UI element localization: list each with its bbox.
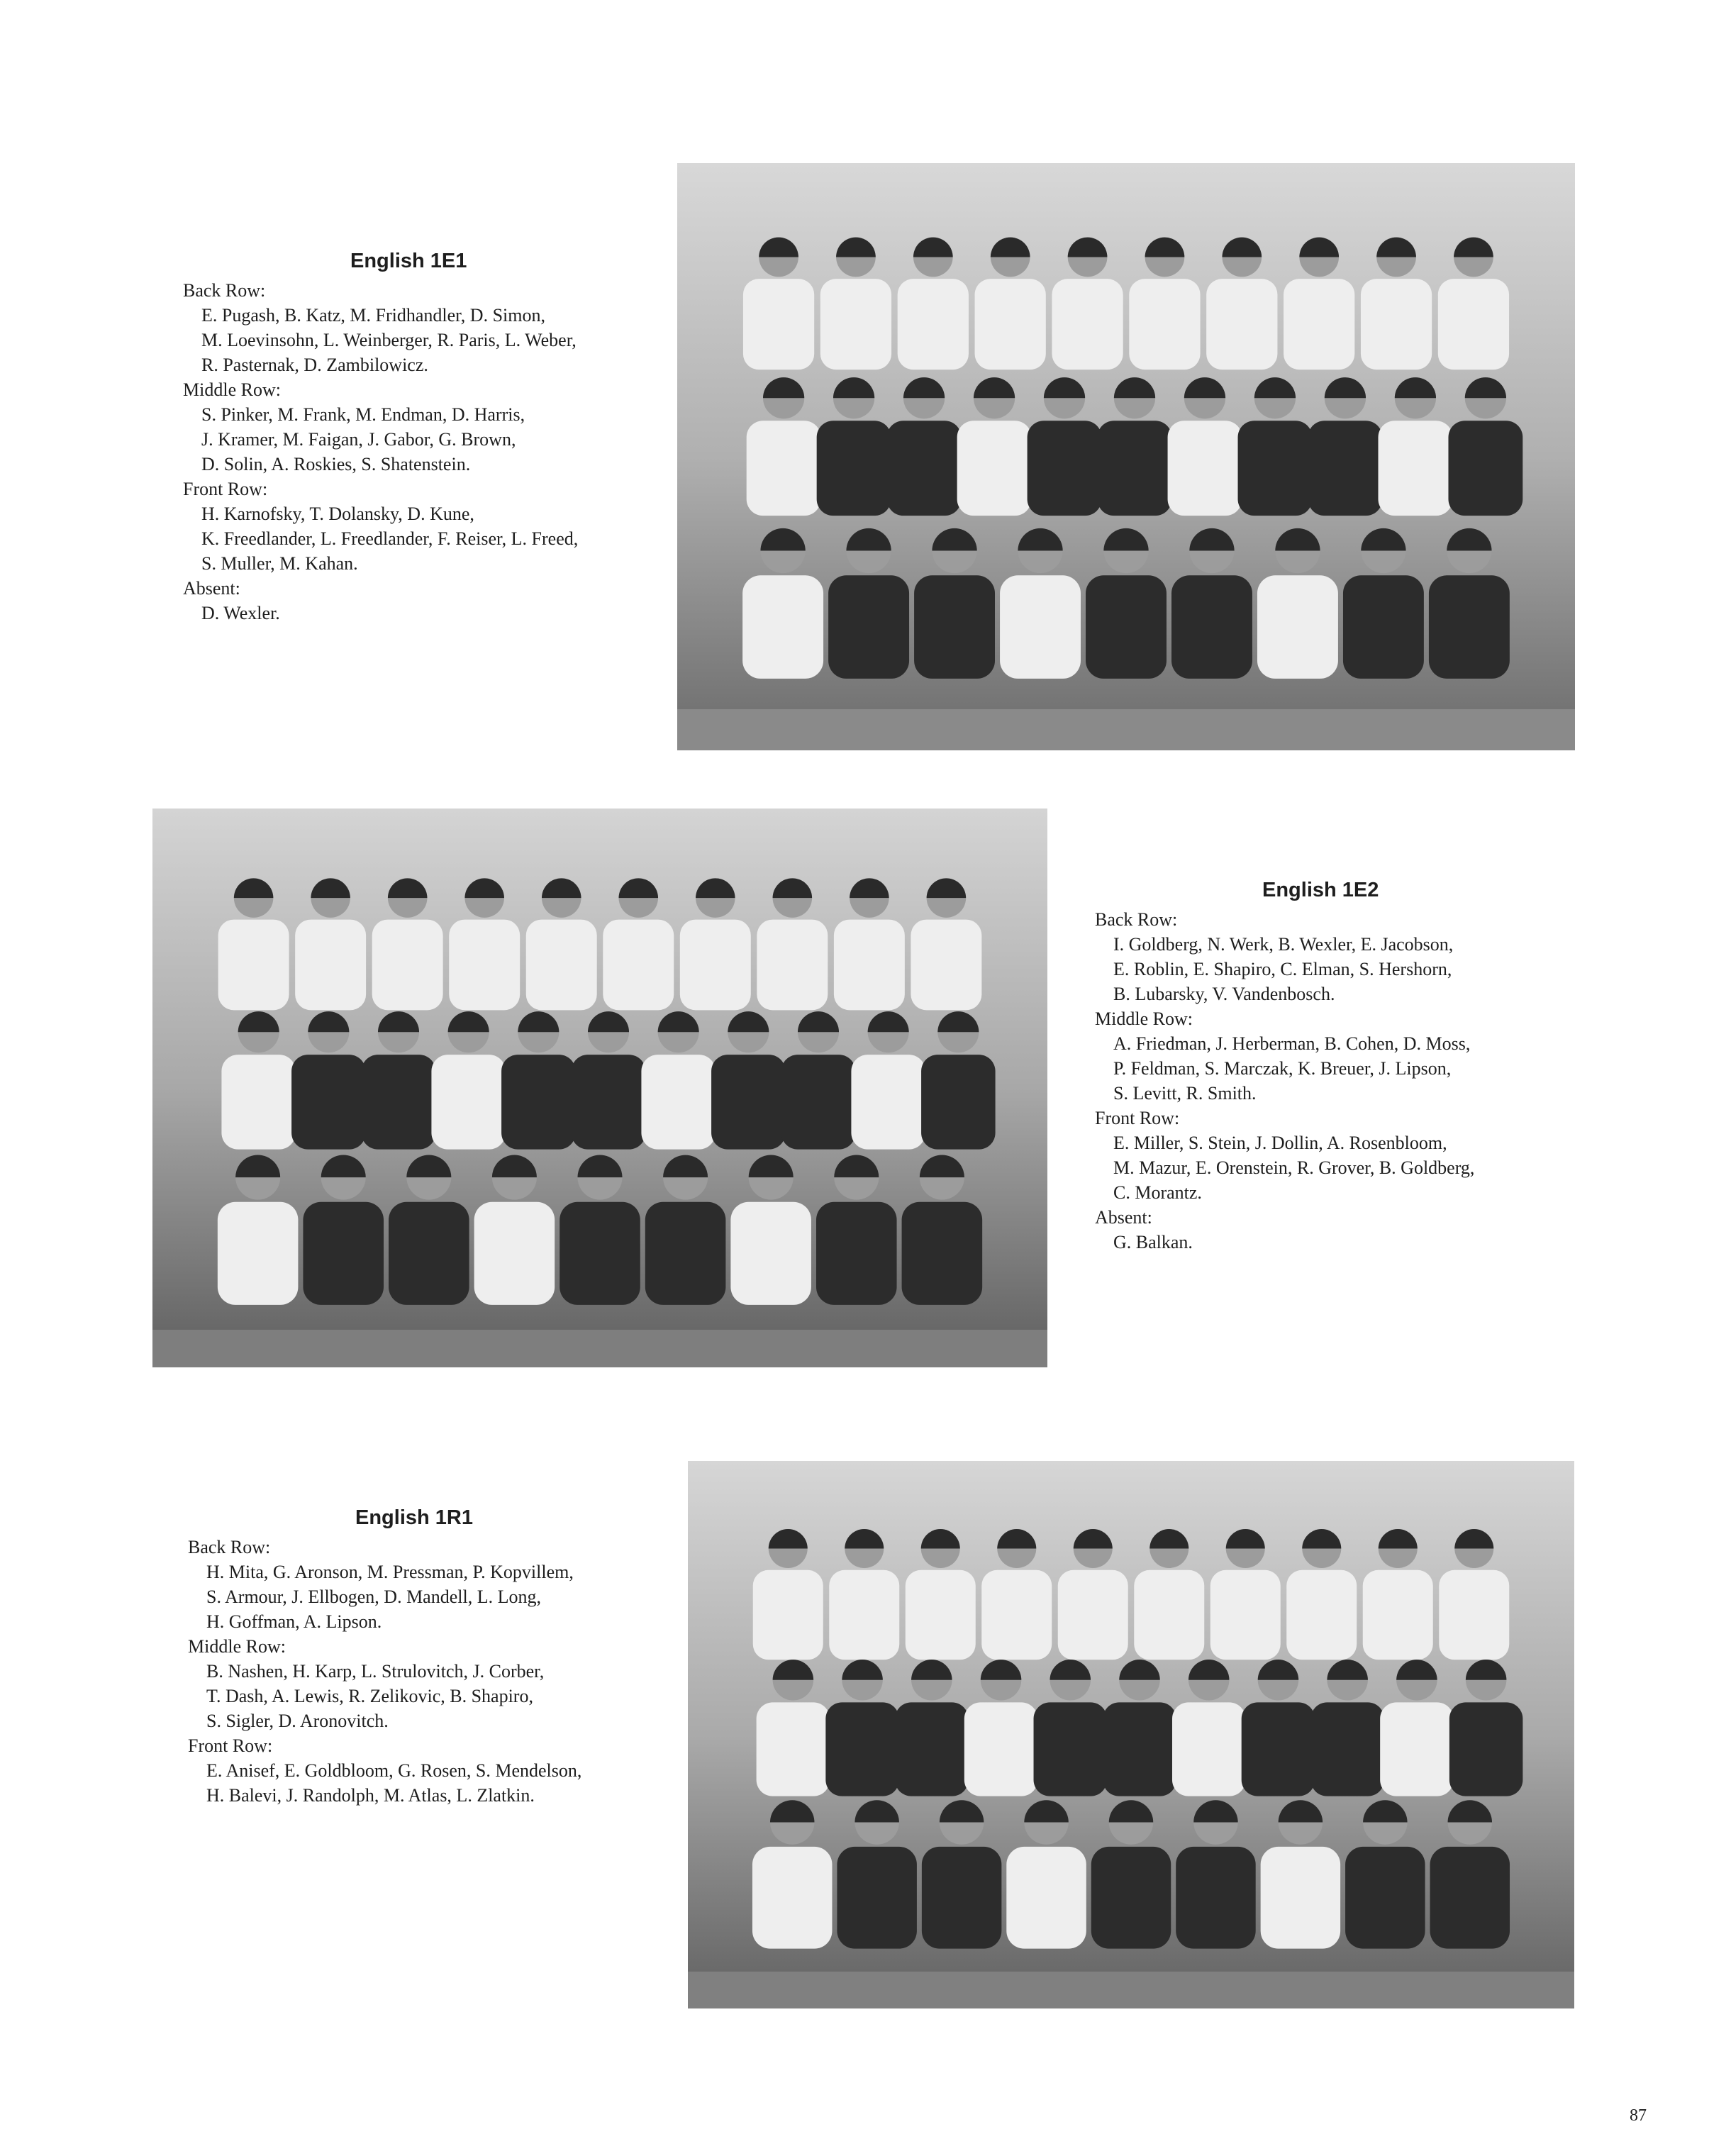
page-number: 87 <box>1630 2106 1647 2125</box>
person-body <box>1129 279 1200 369</box>
name-line: M. Mazur, E. Orenstein, R. Grover, B. Goldberg, <box>1113 1157 1475 1178</box>
front-row-names <box>183 501 665 576</box>
person-body <box>1098 421 1172 516</box>
caption-english-1e1 <box>183 248 665 626</box>
person-body <box>964 1702 1038 1796</box>
person-body <box>221 1055 295 1150</box>
people-rows <box>742 238 1522 679</box>
person-body <box>1058 1570 1128 1660</box>
name-line: H. Balevi, J. Randolph, M. Atlas, L. Zlatkin. <box>206 1785 535 1806</box>
person-body <box>1172 1702 1246 1796</box>
person-body <box>645 1202 726 1305</box>
person-body <box>1286 1570 1357 1660</box>
person-body <box>1242 1702 1315 1796</box>
person-body <box>1168 421 1242 516</box>
person-body <box>781 1055 855 1150</box>
person-body <box>1171 575 1252 679</box>
back-row-label: Back Row: <box>1095 909 1178 930</box>
name-line: P. Feldman, S. Marczak, K. Breuer, J. Lipson, <box>1113 1058 1452 1079</box>
caption-english-1r1 <box>188 1505 670 1808</box>
name-line: D. Wexler. <box>201 603 280 623</box>
front-row-label: Front Row: <box>183 479 268 499</box>
person-body <box>1379 421 1453 516</box>
person-body <box>526 920 597 1011</box>
name-line: J. Kramer, M. Faigan, J. Gabor, G. Brown, <box>201 429 516 450</box>
name-line: C. Morantz. <box>1113 1182 1202 1203</box>
absent-names <box>1095 1230 1577 1255</box>
person-body <box>914 575 995 679</box>
person-body <box>1343 575 1424 679</box>
person-body <box>501 1055 575 1150</box>
person-body <box>898 279 969 369</box>
people-rows <box>218 878 996 1305</box>
name-line: S. Pinker, M. Frank, M. Endman, D. Harris, <box>201 404 525 425</box>
person-body <box>851 1055 925 1150</box>
middle-row-label: Middle Row: <box>1095 1008 1193 1029</box>
person-body <box>1103 1702 1176 1796</box>
person-body <box>742 575 823 679</box>
person-body <box>1429 575 1510 679</box>
name-line: M. Loevinsohn, L. Weinberger, R. Paris, L. Weber, <box>201 330 577 350</box>
person-body <box>603 920 674 1011</box>
middle-row-label: Middle Row: <box>183 379 281 400</box>
person-body <box>1430 1847 1510 1949</box>
person-body <box>474 1202 555 1305</box>
name-line: A. Friedman, J. Herberman, B. Cohen, D. Moss, <box>1113 1033 1471 1054</box>
person-body <box>1284 279 1354 369</box>
group-photo-graphic <box>677 163 1575 750</box>
person-body <box>1310 1702 1384 1796</box>
name-line: S. Levitt, R. Smith. <box>1113 1083 1257 1104</box>
person-body <box>560 1202 640 1305</box>
person-body <box>1438 279 1509 369</box>
name-line: I. Goldberg, N. Werk, B. Wexler, E. Jacobson, <box>1113 934 1454 955</box>
back-row-names <box>183 303 665 377</box>
name-line: S. Sigler, D. Aronovitch. <box>206 1711 389 1731</box>
person-body <box>1176 1847 1256 1949</box>
person-body <box>1206 279 1277 369</box>
name-line: H. Goffman, A. Lipson. <box>206 1611 382 1632</box>
name-line: E. Miller, S. Stein, J. Dollin, A. Rosenbloom, <box>1113 1133 1447 1153</box>
person-body <box>449 920 520 1011</box>
person-body <box>981 1570 1052 1660</box>
person-body <box>753 1570 823 1660</box>
class-photo-english-1e1 <box>677 163 1575 750</box>
section-title: English 1E1 <box>350 250 467 272</box>
person-body <box>820 279 891 369</box>
name-line: H. Karnofsky, T. Dolansky, D. Kune, <box>201 504 474 524</box>
person-body <box>1261 1847 1341 1949</box>
front-row-label: Front Row: <box>1095 1108 1180 1128</box>
middle-row-label: Middle Row: <box>188 1636 286 1657</box>
person-body <box>1361 279 1432 369</box>
person-body <box>1439 1570 1509 1660</box>
name-line: E. Roblin, E. Shapiro, C. Elman, S. Hershorn, <box>1113 959 1452 979</box>
person-body <box>218 1202 299 1305</box>
person-body <box>757 920 828 1011</box>
person-body <box>957 421 1032 516</box>
person-body <box>711 1055 785 1150</box>
person-body <box>1000 575 1081 679</box>
section-title: English 1R1 <box>355 1506 473 1529</box>
person-body <box>372 920 443 1011</box>
person-body <box>975 279 1046 369</box>
name-line: K. Freedlander, L. Freedlander, F. Reiser, L. Freed, <box>201 528 579 549</box>
person-body <box>752 1847 833 1949</box>
person-body <box>817 421 891 516</box>
person-body <box>1257 575 1338 679</box>
person-body <box>431 1055 505 1150</box>
person-body <box>295 920 366 1011</box>
person-body <box>911 920 981 1011</box>
middle-row-names <box>183 402 665 477</box>
name-line: B. Lubarsky, V. Vandenbosch. <box>1113 984 1335 1004</box>
person-body <box>895 1702 969 1796</box>
person-body <box>1308 421 1383 516</box>
person-body <box>902 1202 983 1305</box>
person-body <box>1448 421 1522 516</box>
person-body <box>828 575 909 679</box>
person-body <box>730 1202 811 1305</box>
name-line: D. Solin, A. Roskies, S. Shatenstein. <box>201 454 471 474</box>
person-body <box>834 920 905 1011</box>
person-body <box>906 1570 976 1660</box>
person-body <box>921 1055 995 1150</box>
name-line: E. Pugash, B. Katz, M. Fridhandler, D. Simon, <box>201 305 545 326</box>
name-line: R. Pasternak, D. Zambilowicz. <box>201 355 428 375</box>
front-row-label: Front Row: <box>188 1735 273 1756</box>
person-body <box>837 1847 917 1949</box>
absent-label: Absent: <box>1095 1207 1152 1228</box>
person-body <box>1086 575 1167 679</box>
person-body <box>1210 1570 1281 1660</box>
person-body <box>1052 279 1123 369</box>
person-body <box>218 920 289 1011</box>
person-body <box>1238 421 1313 516</box>
person-body <box>572 1055 645 1150</box>
person-body <box>1345 1847 1425 1949</box>
person-body <box>1380 1702 1454 1796</box>
person-body <box>816 1202 897 1305</box>
group-photo-graphic <box>688 1461 1574 2008</box>
front-row-names <box>188 1758 670 1808</box>
absent-label: Absent: <box>183 578 240 599</box>
class-photo-english-1e2 <box>152 808 1047 1367</box>
person-body <box>303 1202 384 1305</box>
person-body <box>887 421 962 516</box>
person-body <box>757 1702 830 1796</box>
class-photo-english-1r1 <box>688 1461 1574 2008</box>
person-body <box>747 421 821 516</box>
person-body <box>291 1055 365 1150</box>
name-line: E. Anisef, E. Goldbloom, G. Rosen, S. Mendelson, <box>206 1760 582 1781</box>
people-rows <box>752 1529 1522 1949</box>
person-body <box>825 1702 899 1796</box>
person-body <box>1091 1847 1171 1949</box>
name-line: T. Dash, A. Lewis, R. Zelikovic, B. Shapiro, <box>206 1686 533 1706</box>
person-body <box>743 279 814 369</box>
person-body <box>1034 1702 1108 1796</box>
person-body <box>641 1055 715 1150</box>
back-row-label: Back Row: <box>183 280 266 301</box>
name-line: S. Armour, J. Ellbogen, D. Mandell, L. Long, <box>206 1587 541 1607</box>
caption-english-1e2 <box>1095 877 1577 1255</box>
name-line: B. Nashen, H. Karp, L. Strulovitch, J. Corber, <box>206 1661 545 1682</box>
middle-row-names <box>1095 1031 1577 1106</box>
back-row-names <box>1095 932 1577 1006</box>
person-body <box>362 1055 435 1150</box>
middle-row-names <box>188 1659 670 1733</box>
name-line: H. Mita, G. Aronson, M. Pressman, P. Kopvillem, <box>206 1562 574 1582</box>
person-body <box>1363 1570 1433 1660</box>
section-title: English 1E2 <box>1262 879 1379 901</box>
person-body <box>829 1570 899 1660</box>
person-body <box>1006 1847 1086 1949</box>
person-body <box>1028 421 1102 516</box>
person-body <box>389 1202 469 1305</box>
back-row-names <box>188 1560 670 1634</box>
front-row-names <box>1095 1130 1577 1205</box>
person-body <box>680 920 751 1011</box>
person-body <box>1134 1570 1204 1660</box>
name-line: G. Balkan. <box>1113 1232 1193 1252</box>
person-body <box>922 1847 1002 1949</box>
back-row-label: Back Row: <box>188 1537 271 1557</box>
person-body <box>1449 1702 1522 1796</box>
name-line: S. Muller, M. Kahan. <box>201 553 358 574</box>
group-photo-graphic <box>152 808 1047 1367</box>
absent-names <box>183 601 665 626</box>
